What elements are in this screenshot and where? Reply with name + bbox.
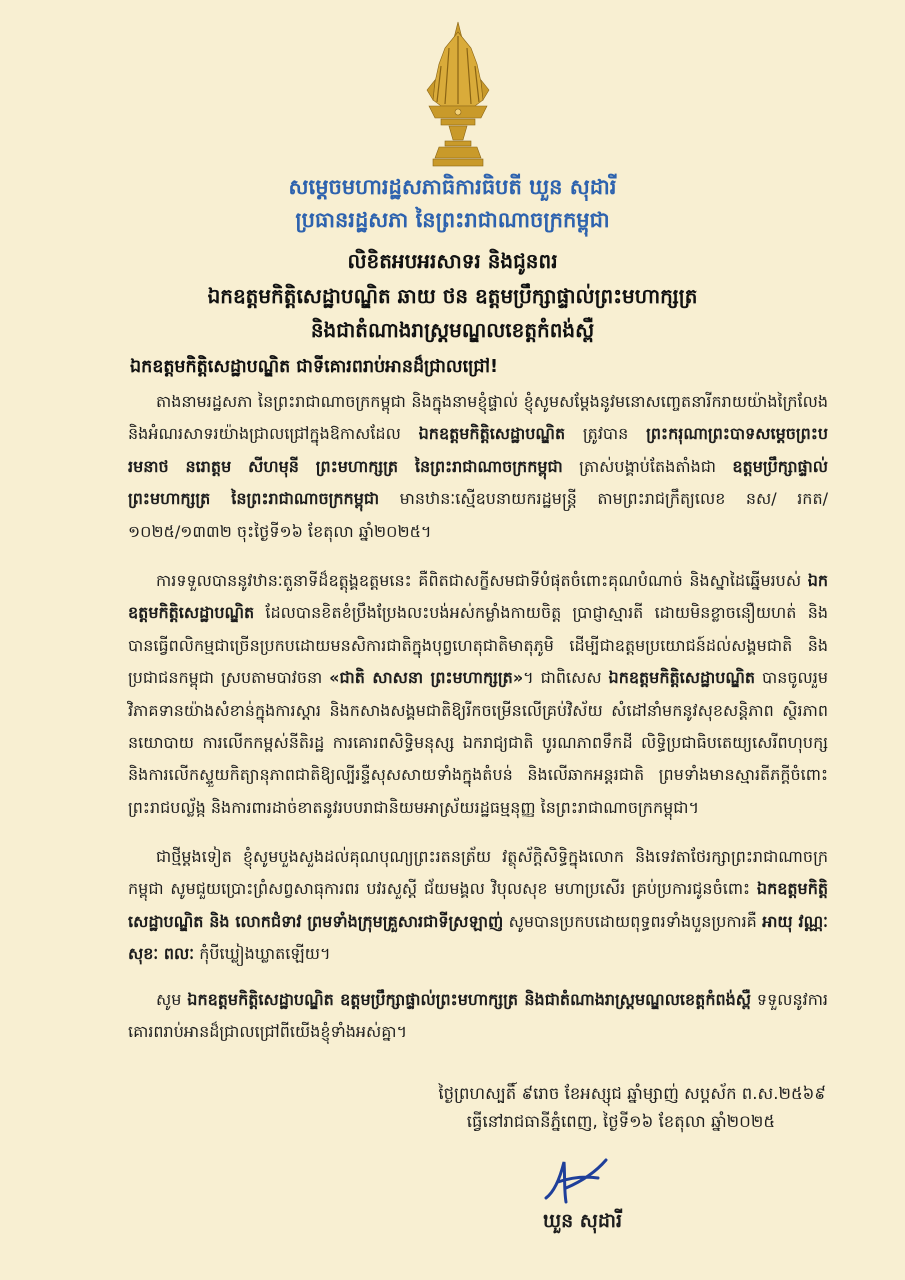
text-run: ការទទួលបាននូវឋានៈតួនាទីដ៏ឧត្តុង្គឧត្តមនេះ គឺពិតជាសក្ខីសមជាទីបំផុតចំពោះគុណបំណាច់ និងស្នាដៃឆ្នើមរបស់ (156, 571, 808, 590)
text-run: កុំបីឃ្លៀងឃ្លាតឡើយ។ (194, 944, 331, 964)
letter-title: លិខិតអបអរសាទរ និងជូនពរ (347, 249, 558, 273)
bold-run: ឯកឧត្តមកិត្តិសេដ្ឋាបណ្ឌិត ឧត្តមប្រឹក្សាផ្ទាល់ព្រះមហាក្សត្រ និងជាតំណាងរាស្ត្រមណ្ឌលខេត្តកំពង់ស្ពឺ (187, 990, 752, 1009)
salutation: ឯកឧត្តមកិត្តិសេដ្ឋាបណ្ឌិត ជាទីគោរពរាប់អានដ៏ជ្រាលជ្រៅ! (130, 357, 499, 377)
recipient-constituency: និងជាតំណាងរាស្ត្រមណ្ឌលខេត្តកំពង់ស្ពឺ (310, 318, 595, 342)
bold-run: ឯកឧត្តមកិត្តិសេដ្ឋាបណ្ឌិត (418, 424, 566, 444)
bold-run: ឯកឧត្តមកិត្តិសេដ្ឋាបណ្ឌិត និង លោកជំទាវ ព្រមទាំងក្រុមគ្រួសារជាទីស្រឡាញ់ (128, 879, 828, 931)
signatory-name: ឃួន សុដារី (543, 1210, 622, 1232)
paragraph-3 (128, 841, 828, 971)
paragraph-2 (128, 565, 828, 824)
bold-run: ឯកឧត្តមកិត្តិសេដ្ឋាបណ្ឌិត (128, 571, 828, 623)
place-and-date: ធ្វើនៅរាជធានីភ្នំពេញ, ថ្ងៃទី១៦ ខែតុលា ឆ្នាំ២០២៥ (466, 1112, 775, 1131)
sender-name: សម្តេចមហារដ្ឋសភាធិការធិបតី ឃួន សុដារី (288, 175, 617, 199)
handwritten-signature (540, 1148, 620, 1208)
bold-run: ព្រះករុណាព្រះបាទសម្តេចព្រះបរមនាថ នរោត្តម សីហមុនី ព្រះមហាក្សត្រ នៃព្រះរាជាណាចក្រកម្ពុជា (128, 424, 828, 476)
bold-run: ឧត្តមប្រឹក្សាផ្ទាល់ព្រះមហាក្សត្រ នៃព្រះរាជាណាចក្រកម្ពុជា (128, 456, 829, 509)
text-run: បានចូលរួមវិភាគទានយ៉ាងសំខាន់ក្នុងការស្តារ និងកសាងសង្គមជាតិឱ្យរីកចម្រើនលើគ្រប់វិស័យ សំដៅនាំមកនូវសុខសន្តិភាព ស្ថិរភាពនយោបាយ ការលើកកម្ពស់នីតិរដ្ឋ ការគោរពសិទ្ធិមនុស្ស ឯករាជ្យជាតិ បូរណភាពទឹកដី លិទ្ធិប្រជាធិបតេយ្យសេរីពហុបក្ស និងការលើកស្ទួយកិត្យានុភាពជាតិឱ្យល្បីរន្ទឺសុសសាយទាំងក្នុងតំបន់ និងលើឆាកអន្តរជាតិ ព្រមទាំងមានស្មារតីភក្តីចំពោះព្រះរាជបល្ល័ង្ក និងការពារដាច់ខាតនូវរបបរាជានិយមអាស្រ័យរដ្ឋធម្មនុញ្ញ នៃព្រះរាជាណាចក្រកម្ពុជា។ (128, 668, 828, 817)
text-run: ដែលបានខិតខំប្រឹងប្រែងលះបង់អស់កម្លាំងកាយចិត្ត ប្រាជ្ញាស្មារតី ដោយមិនខ្លាចនឿយហត់ និងបានធ្វើពលិកម្មជាច្រើនប្រកបដោយមនសិការជាតិក្នុងបុព្វហេតុជាតិមាតុភូមិ ដើម្បីជាឧត្តមប្រយោជន៍ដល់សង្គមជាតិ និងប្រជាជនកម្ពុជា ស្របតាមបាវចនា (128, 603, 828, 688)
bold-run: «ជាតិ សាសនា ព្រះមហាក្សត្រ» (329, 668, 524, 688)
text-run: ។ ជាពិសេស (523, 668, 609, 688)
lunar-date: ថ្ងៃព្រហស្បតិ៍ ៩រោច ខែអស្សុជ ឆ្នាំម្សាញ់ សប្តស័ក ព.ស.២៥៦៩ (438, 1084, 826, 1103)
text-run: ត្រូវបាន (565, 424, 647, 444)
text-run: សូមបានប្រកបដោយពុទ្ធពរទាំងបួនប្រការគឺ (503, 911, 763, 931)
parliament-emblem-icon (419, 20, 497, 172)
bold-run: អាយុ វណ្ណៈ សុខៈ ពលៈ (128, 911, 828, 964)
text-run: មានឋានៈស្មើឧបនាយករដ្ឋមន្ត្រី តាមព្រះរាជក្រឹត្យលេខ នស/ រកត/១០២៥/១៣៣២ ចុះថ្ងៃទី១៦ ខែតុលា ឆ្នាំ២០២៥។ (128, 489, 828, 541)
text-run: ត្រាស់បង្គាប់តែងតាំងជា (562, 456, 733, 476)
text-run: តាងនាមរដ្ឋសភា នៃព្រះរាជាណាចក្រកម្ពុជា និងក្នុងនាមខ្ញុំផ្ទាល់ ខ្ញុំសូមសម្តែងនូវមនោសញ្ចេតនារីករាយយ៉ាងក្រៃលែង និងអំណរសាទរយ៉ាងជ្រាលជ្រៅក្នុងឱកាសដែល (128, 392, 828, 444)
recipient-line: ឯកឧត្តមកិត្តិសេដ្ឋាបណ្ឌិត ឆាយ ថន ឧត្តមប្រឹក្សាផ្ទាល់ព្រះមហាក្សត្រ (207, 284, 698, 308)
text-run: ជាថ្មីម្តងទៀត ខ្ញុំសូមបួងសួងដល់គុណបុណ្យព្រះរតនត្រ័យ វត្ថុស័ក្តិសិទ្ធិក្នុងលោក និងទេវតាថែរក្សាព្រះរាជាណាចក្រកម្ពុជា សូមជួយប្រោះព្រំសព្វសាធុការពរ បវរសួស្តី ជ័យមង្គល វិបុលសុខ មហាប្រសើរ គ្រប់ប្រការជូនចំពោះ (128, 847, 828, 899)
text-run: ទទួលនូវការគោរពរាប់អានដ៏ជ្រាលជ្រៅពីយើងខ្ញុំទាំងអស់គ្នា។ (128, 990, 829, 1042)
paragraph-4 (128, 984, 828, 1049)
paragraph-1 (128, 386, 828, 548)
text-run: សូម (156, 990, 188, 1009)
bold-run: ឯកឧត្តមកិត្តិសេដ្ឋាបណ្ឌិត (608, 668, 756, 688)
sender-role: ប្រធានរដ្ឋសភា នៃព្រះរាជាណាចក្រកម្ពុជា (295, 208, 610, 232)
